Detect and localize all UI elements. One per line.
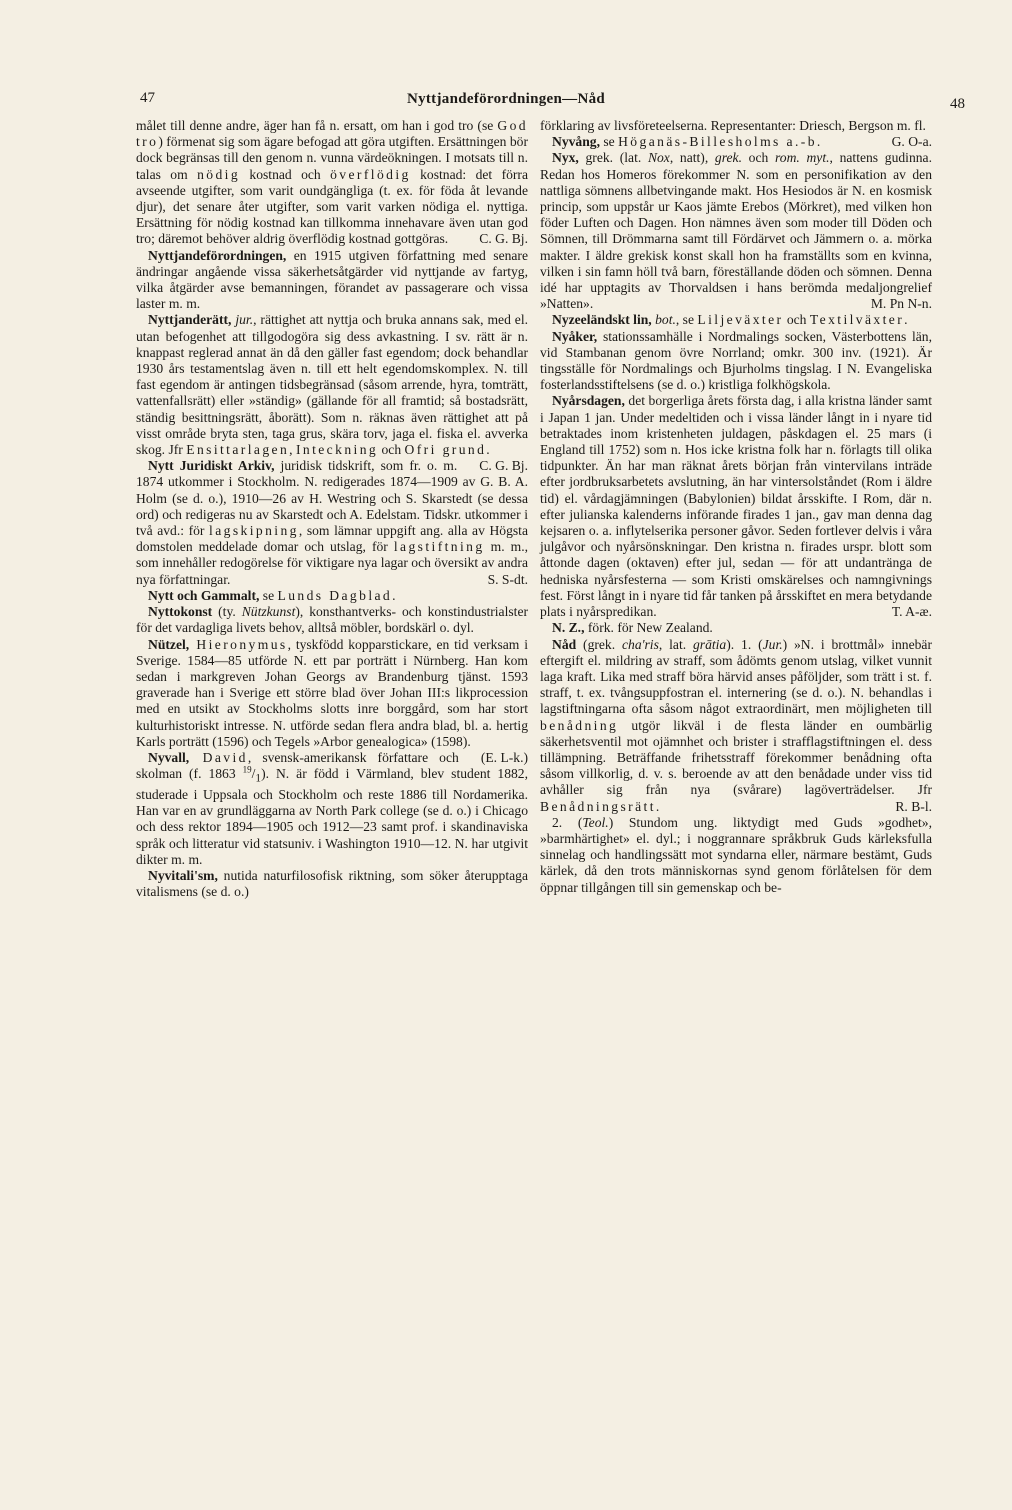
entry-nytt-och-gammalt: Nytt och Gammalt, se Lunds Dagblad.: [148, 587, 396, 603]
headword: Nyttokonst: [148, 604, 213, 620]
headword: Nyzeeländskt lin,: [552, 312, 652, 328]
headword: Nyttjandeförordningen,: [148, 247, 287, 263]
running-head: Nyttjandeförordningen—Nåd: [406, 91, 606, 107]
headword: Nyx,: [552, 150, 579, 166]
entry-continuation: förklaring av livsföreteelserna. Representanter: Driesch, Bergson m. fl. G. O-a.: [540, 118, 932, 150]
author-signature: S. S-dt.: [487, 571, 528, 587]
headword: Nützel,: [148, 636, 190, 652]
entry-nyvitalism: Nyvitali'sm, nutida naturfilosofisk riktning, som söker återupptaga vitalismens (se d. o.): [136, 868, 528, 900]
entry-nyvang: Nyvång, se Höganäs-Billesholms a.-b.: [552, 134, 823, 150]
page-number-left: 47: [140, 90, 155, 106]
entry-nyttjandeforordningen: Nyttjandeförordningen, en 1915 utgiven författning med senare ändringar angående vissa säkerhetsåtgärder vid nyttjande av fartyg, vilka åtgärder avse bemanningen, förandet av passagerare och vissa laster m. m.: [136, 247, 528, 312]
entry-nyvall: Nyvall, David, svensk-amerikansk författare och skolman (f. 1863 $^{19}/_1$). N. är född i Värmland, blev student 1882, studerade i Uppsala och Stockholm och reste 1886 till Nordamerika. Han var en av grundläggarna av North Park college (se d. o.) i Chicago och dess rektor 1894—1905 och 1912—23 samt prof. i skandinaviska språk och litteratur vid statsuniv. i Washington 1910—12. N. har utgivit dikter m. m.: [136, 749, 528, 867]
entry-nytt-juridiskt-arkiv: Nytt Juridiskt Arkiv, juridisk tidskrift, som fr. o. m. 1874 utkommer i Stockholm. N. redigerades 1874—1909 av G. B. A. Holm (se d. o.), 1910—26 av H. Westring och S. Skarstedt (se dessa ord) och redigeras nu av Skarstedt och A. Edelstam. Tidskr. utkommer i två avd.: för lagskipning, som lämnar uppgift ang. alla av Högsta domstolen meddelade domar och utslag, för lagstiftning m. m., som innehåller redogörelse för viktigare nya lagar och översikt av andra nya författningar. S. S-dt.: [136, 458, 529, 587]
headword: Nyvitali'sm,: [148, 868, 218, 884]
headword: Nyårsdagen,: [552, 393, 625, 409]
author-signature: R. B-l.: [895, 798, 932, 814]
headword: Nyåker,: [552, 328, 598, 344]
page-number-right: 48: [950, 96, 965, 112]
entry-nyx: Nyx, grek. (lat. Nox, natt), grek. och rom. myt., nattens gudinna. Redan hos Homeros förekommer N. som en personifikation av den nattliga sömnens allbetvingande makt. Hos Hesiodos är N. en kosmisk princip, som uppstår ur Kaos jämte Erebos (Mörkret), med vilken hon föder Luften och Dagen. Hon nämnes även som moder till Döden och Sömnen, till Drömmarna samt till Fördärvet och Jämmern o. a. mörka makter. I äldre grekisk konst skall hon ha framställts som en kvinna, vilken i sin famn höll två barn, föreställande döden och sömnen. Denna idé har upptagits av Thorvaldsen i hans berömda medaljongrelief »Natten». M. Pn N-n.: [540, 150, 932, 312]
headword: Nåd: [552, 636, 577, 652]
headword: Nyttjanderätt,: [148, 312, 232, 328]
entry-nyaker: Nyåker, stationssamhälle i Nordmalings socken, Västerbottens län, vid Stambanan genom övre Norrland; omkr. 300 inv. (1921). Är tingsställe för Nordmalings och Bjurholms tingslag. I N. Evangeliska fosterlandsstiftelsens (se d. o.) kristliga folkhögskola.: [540, 328, 932, 393]
author-signature: (E. L-k.): [480, 749, 528, 765]
author-signature: T. A-æ.: [891, 604, 932, 620]
entry-continuation: målet till denne andre, äger han få n. ersatt, om han i god tro (se God tro) förmenat sig som ägare befogad att göra utgiften. Ersättningen bör dock begränsas till den genom n. vunna värdeökningen. I motsats till n. talas om nödig kostnad och överflödig kostnad: det förra avseende utgifter, som varit oundgängliga (t. ex. för föda åt levande djur), det senare åter utgifter, som varit varken nödiga el. nyttiga. Ersättning för nödig kostnad kan tillkomma innehavare även utan god tro; däremot behöver aldrig överflödig kostnad gottgöras. C. G. Bj.: [136, 118, 528, 247]
headword: Nytt Juridiskt Arkiv,: [148, 458, 275, 474]
headword: Nyvall,: [148, 749, 190, 765]
headword: N. Z.,: [552, 620, 585, 636]
entry-nad-teol: 2. (Teol.) Stundom ung. liktydigt med Guds »godhet», »barmhärtighet» el. dyl.; i noggrannare språkbruk Guds kärleksfulla sinnelag och handlingssätt mot syndarna eller, närmare bestämt, Guds kärlek, då den trots människornas synd genom förlåtelsen för dem öppnar tillgången till sin gemenskap och be-: [540, 814, 932, 895]
entry-nutzel: Nützel, Hieronymus, tyskfödd kopparstickare, en tid verksam i Sverige. 1584—85 utförde N. ett par porträtt i Nürnberg. Han kom sedan i markgreven Johan Georgs av Brandenburg tjänst. 1593 graverade han i Sverige ett större blad över Johan III:s likprocession med en utsikt av Stockholms slotts inre borggård, som har stort kulturhistoriskt intresse. N. utförde sedan flera andra blad, bl. a. hertig Karls porträtt (1596) och Tegels »Arbor genealogica» (1598). (E. L-k.): [136, 636, 528, 765]
entry-nyttjanderatt: Nyttjanderätt, jur., rättighet att nyttja och bruka annans sak, med el. utan befogenhet att tillgodogöra sig dess avkastning. I sv. rätt är n. knappast reglerad annat än då den gäller fast egendom; dock behandlar 1930 års testamentslag även n. till ett helt egendomskomplex. N. till fast egendom är antingen tidsbegränsad (såsom arrende, hyra, tomträtt, vattenfallsrätt) eller »ständig» (gällande för all framtid; så bostadsrätt, ständig besittningsrätt, åborätt). Som n. räknas även rättighet att på visst område bryta sten, taga grus, skära torv, jaga el. fiska el. avverka skog. Jfr Ensittarlagen, Inteckning och Ofri grund. C. G. Bj.: [136, 312, 528, 474]
author-signature: C. G. Bj.: [479, 231, 528, 247]
entry-nz: N. Z., förk. för New Zealand.: [552, 620, 713, 636]
entry-nyttokonst: Nyttokonst (ty. Nützkunst), konsthantverks- och konstindustrialster för det vardagliga livets behov, alltså möbler, bordskärl o. dyl.: [136, 604, 528, 636]
right-column: [540, 118, 932, 896]
entry-nad: Nåd (grek. cha'ris, lat. grātia). 1. (Jur.) »N. i brottmål» innebär eftergift el. mildring av straff, som ådömts genom utslag, vilket vunnit laga kraft. Lika med straff böra härvid anses påföljder, som trätt i st. f. straff, t. ex. tvångsuppfostran el. internering (se d. o.). N. behandlas i lagstiftningarna ofta såsom något extraordinärt, men möjligheten till benådning utgör likväl i de flesta länder en oumbärlig säkerhetsventil mot ojämnhet och brister i strafflagstiftningen el. dess tillämpning. Beträffande frihetsstraff förekommer benådning ofta såsom villkorlig, d. v. s. beroende av att den benådade under viss tid avhåller sig från nya (svårare) lagöverträdelser. Jfr Benådningsrätt. R. B-l.: [540, 636, 932, 814]
headword: Nyvång,: [552, 134, 600, 150]
left-column: [136, 118, 528, 900]
author-signature: C. G. Bj.: [479, 458, 528, 474]
entry-nyzeelandskt-lin: Nyzeeländskt lin, bot., se Liljeväxter och Textilväxter.: [552, 312, 908, 328]
author-signature: M. Pn N-n.: [870, 296, 932, 312]
author-signature: G. O-a.: [891, 134, 932, 150]
headword: Nytt och Gammalt,: [148, 587, 260, 603]
entry-nyarsdagen: Nyårsdagen, det borgerliga årets första dag, i alla kristna länder samt i Japan 1 jan. Under medeltiden och i vissa länder långt in i nyare tid betraktades inom kristenheten juldagen, påskdagen el. 25 mars (i England till 1752) som n. Hos icke kristna folk har n. förlagts till olika tidpunkter. Än har man räknat årets början från vintervilans inträde efter jordbruksarbetets avslutning, än har vintersolståndet (Rom i äldre tid) el. vårdagjämningen (Babylonien) bildat årsskifte. I Rom, där n. efter julianska kalenderns införande firades 1 jan., gav man denna dag kejsaren o. a. inflytelserika personer gåvor. Seden fortlever delvis i våra julgåvor och nyårsönskningar. Den kristna n. firades urspr. blott som åttonde dagen (oktaven) efter jul, sedan — för att undantränga de hedniska nyårsfesterna — som Kristi omskärelses och namngivnings fest. Först långt in i nyare tid får tanken på årsskiftet en mera betydande plats i nyårspredikan. T. A-æ.: [540, 393, 932, 620]
